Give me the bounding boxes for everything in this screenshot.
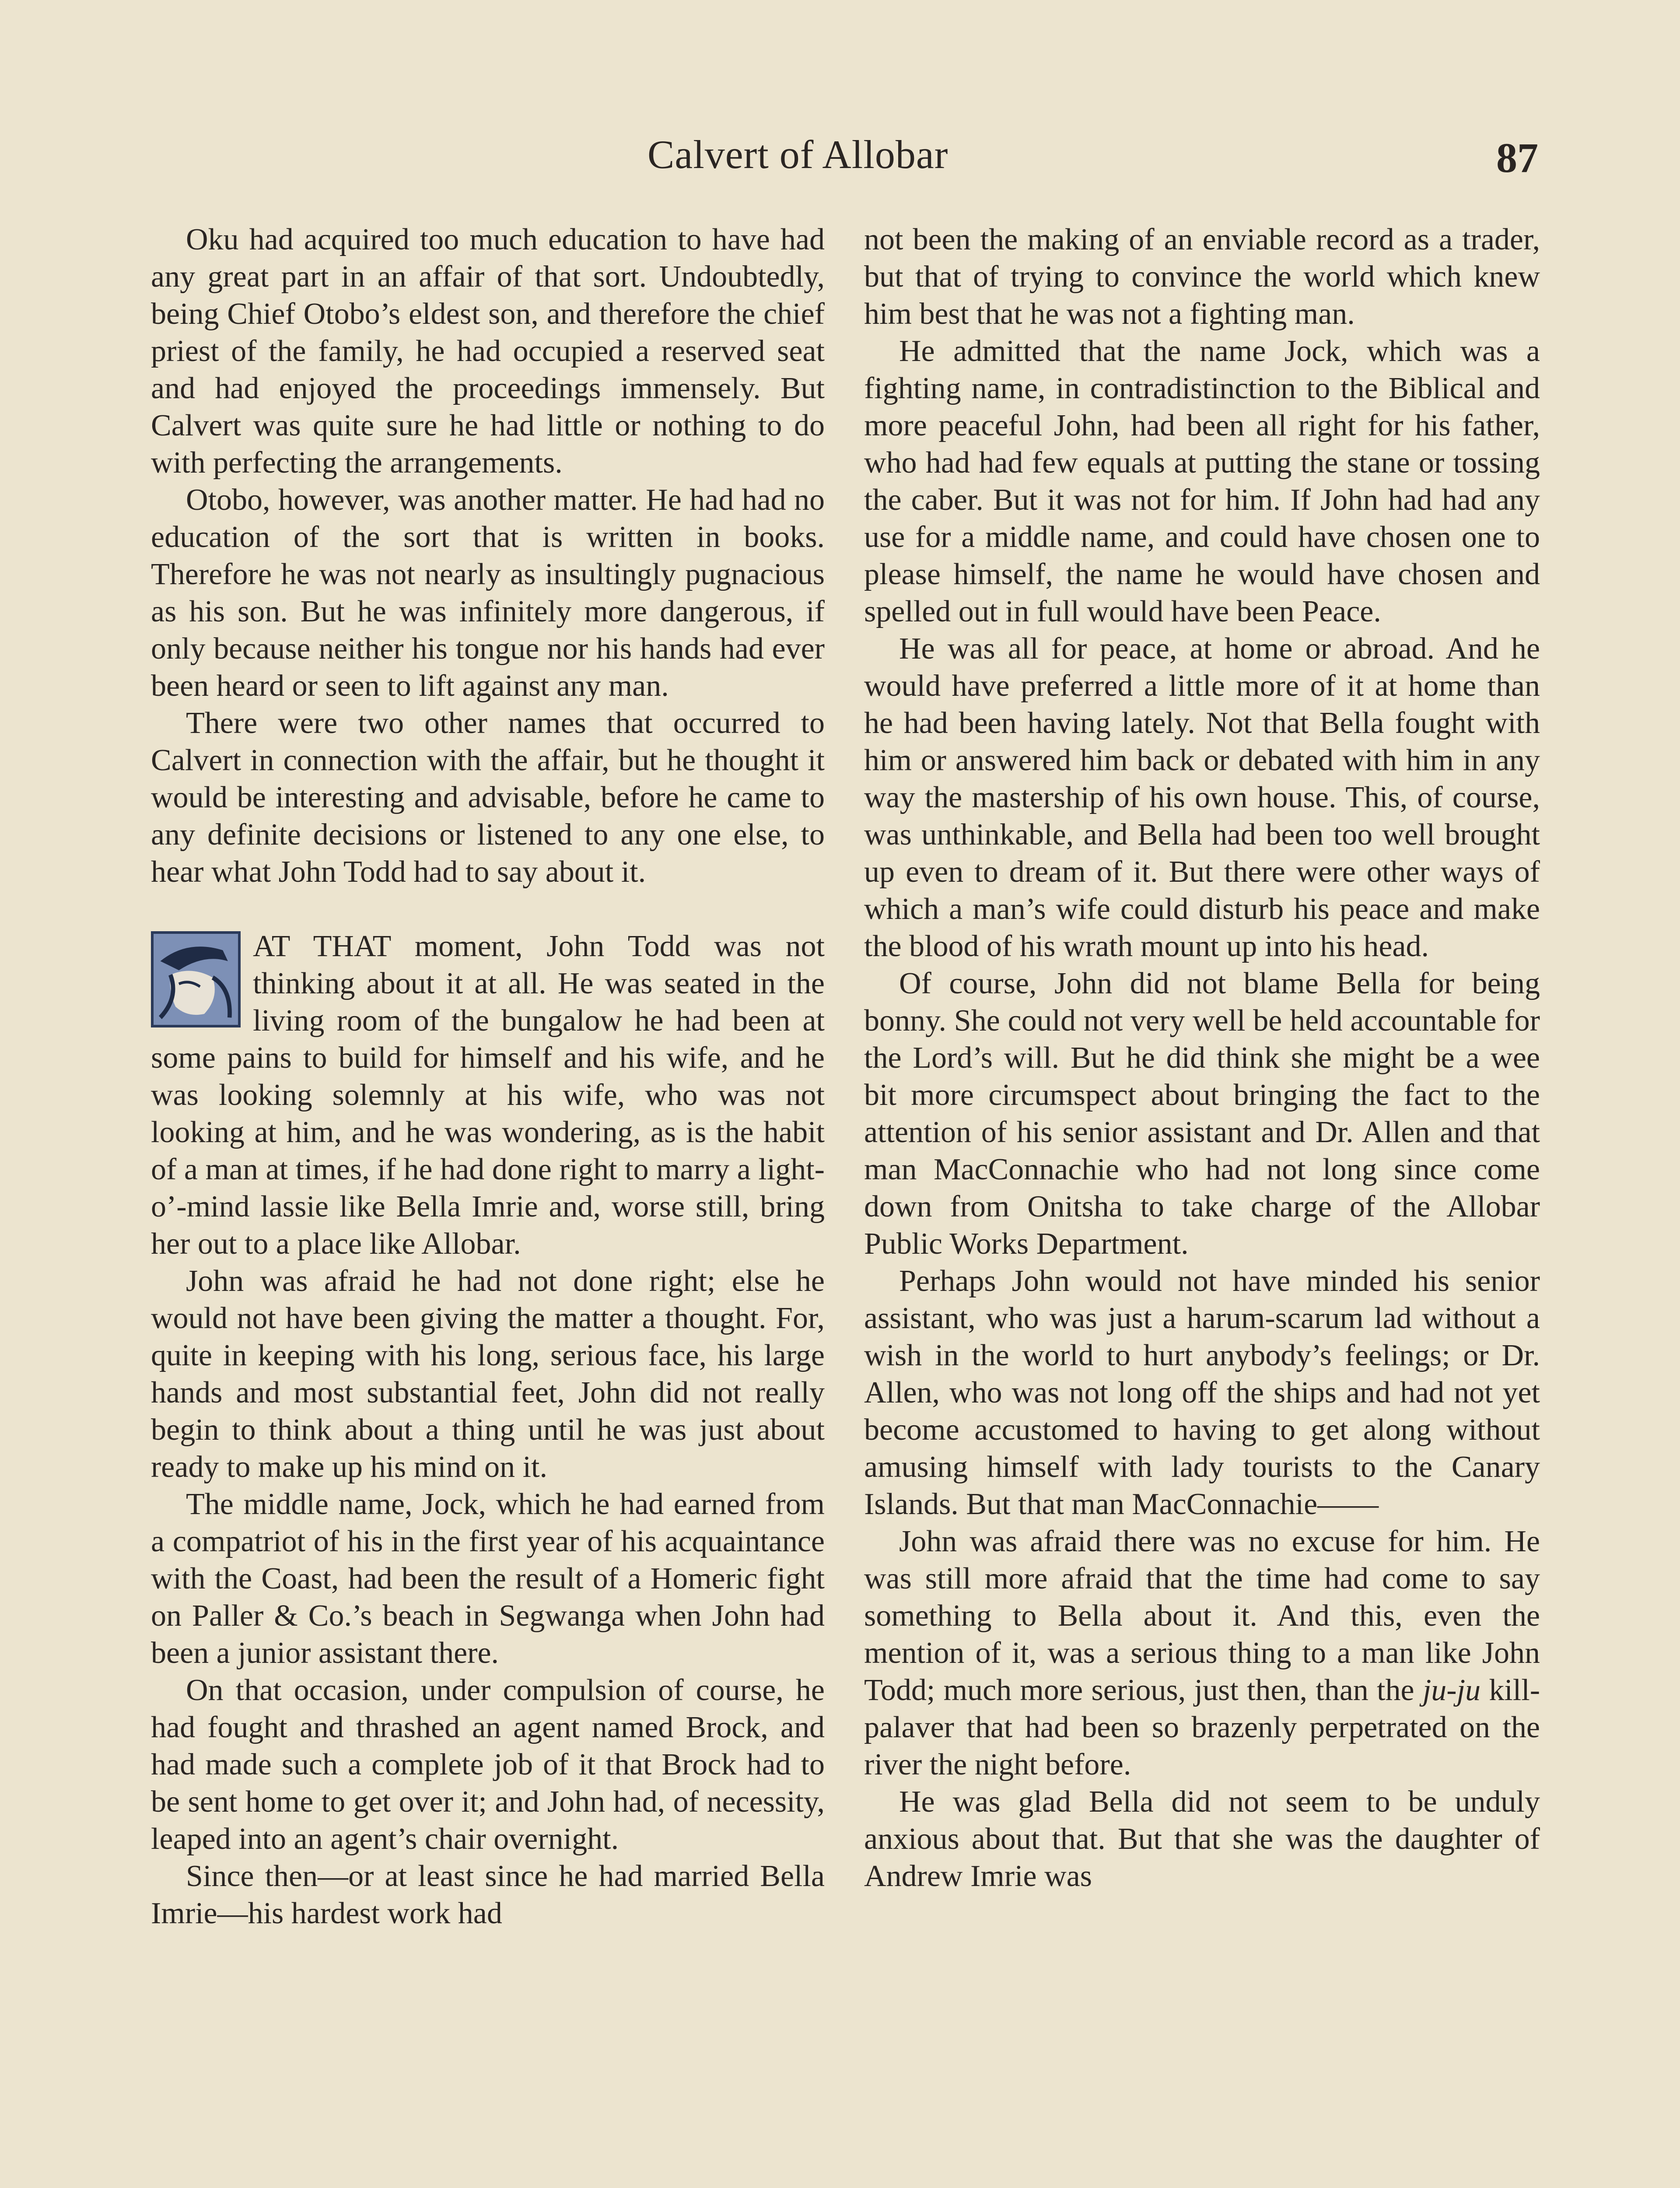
paragraph: He was glad Bella did not seem to be unduly anxious about that. But that she was the daughter of Andrew Imrie was: [864, 1785, 1540, 1893]
paragraph: He admitted that the name Jock, which was a fighting name, in contradistinction to the Biblical and more peaceful John, had been all right for his father, who had had few equals at putting the stane or tossing the caber. But it was not for him. If John had had any use for a middle name, and could have chosen one to please himself, the name he would have chosen and spelled out in full would have been Peace.: [864, 334, 1540, 628]
italic-term: ju-ju: [1422, 1673, 1481, 1707]
paragraph: There were two other names that occurred to Calvert in connection with the affair, but he thought it would be interesting and advisable, before he came to any definite decisions or listened to any one else, to hear what John Todd had to say about it.: [151, 706, 825, 889]
paragraph: The middle name, Jock, which he had earned from a compatriot of his in the first year of his acquaintance with the Coast, had been the result of a Homeric fight on Paller & Co.’s beach in Segwanga when John had been a junior assistant there.: [151, 1487, 825, 1670]
running-header-title: Calvert of Allobar: [648, 132, 948, 177]
paragraph-text: John was afraid there was no excuse for him. He was still more afraid that the time had come to say something to Bella about it. And this, even the mention of it, was a serious thing to a man like John Todd; much more serious, just then, than the: [864, 1525, 1540, 1707]
page-number: 87: [1496, 134, 1538, 181]
paragraph: On that occasion, under compulsion of course, he had fought and thrashed an agent named Brock, and had made such a complete job of it that Brock had to be sent home to get over it; and John had, of necessity, leaped into an agent’s chair overnight.: [151, 1673, 825, 1856]
paragraph: John was afraid he had not done right; else he would not have been giving the matter a thought. For, quite in keeping with his long, serious face, his large hands and most substantial feet, John did not really begin to think about a thing until he was just about ready to make up his mind on it.: [151, 1264, 825, 1484]
paragraph: Otobo, however, was another matter. He had had no education of the sort that is written in books. Therefore he was not nearly as insultingly pugnacious as his son. But he was infinitely more dangerous, if only because neither his tongue nor his hands had ever been heard or seen to lift against any man.: [151, 483, 825, 703]
left-column: [151, 221, 825, 1932]
paragraph: Perhaps John would not have minded his senior assistant, who was just a harum-scarum lad without a wish in the world to hurt anybody’s feelings; or Dr. Allen, who was not long off the ships and had not yet become accustomed to having to get along without amusing himself with lady tourists to the Canary Islands. But that man MacConnachie——: [864, 1264, 1540, 1521]
paragraph-text: kill-palaver that had been so brazenly perpetrated on the river the night before.: [864, 1673, 1540, 1781]
paragraph: Oku had acquired too much education to have had any great part in an affair of that sort. Undoubtedly, being Chief Otobo’s eldest son, and therefore the chief priest of the family, he had occupied a reserved seat and had enjoyed the proceedings immensely. But Calvert was quite sure he had little or nothing to do with perfecting the arrangements.: [151, 223, 825, 480]
paragraph: [864, 1523, 1540, 1783]
paragraph: He was all for peace, at home or abroad. And he would have preferred a little more of it at home than he had been having lately. Not that Bella fought with him or answered him back or debated with him in any way the mastership of his own house. This, of course, was unthinkable, and Bella had been too well brought up even to dream of it. But there were other ways of which a man’s wife could disturb his peace and make the blood of his wrath mount up into his head.: [864, 632, 1540, 963]
paragraph: not been the making of an enviable record as a trader, but that of trying to convince the world which knew him best that he was not a fighting man.: [864, 223, 1540, 331]
paragraph-text: AT THAT moment, John Todd was not thinking about it at all. He was seated in the living room of the bungalow he had been at some pains to build for himself and his wife, and he was looking solemnly at his wife, who was not looking at him, and he was wondering, as is the habit of a man at times, if he had done right to marry a light-o’-mind lassie like Bella Imrie and, worse still, bring her out to a place like Allobar.: [151, 929, 825, 1261]
section-opening-paragraph: [151, 928, 825, 1262]
decorative-dropcap-icon: [151, 931, 241, 1027]
paragraph: Since then—or at least since he had married Bella Imrie—his hardest work had: [151, 1859, 825, 1930]
paragraph: Of course, John did not blame Bella for being bonny. She could not very well be held accountable for the Lord’s will. But he did think she might be a wee bit more circumspect about bringing the fact to the attention of his senior assistant and Dr. Allen and that man MacConnachie who had not long since come down from Onitsha to take charge of the Allobar Public Works Department.: [864, 967, 1540, 1261]
right-column: [864, 221, 1540, 1895]
